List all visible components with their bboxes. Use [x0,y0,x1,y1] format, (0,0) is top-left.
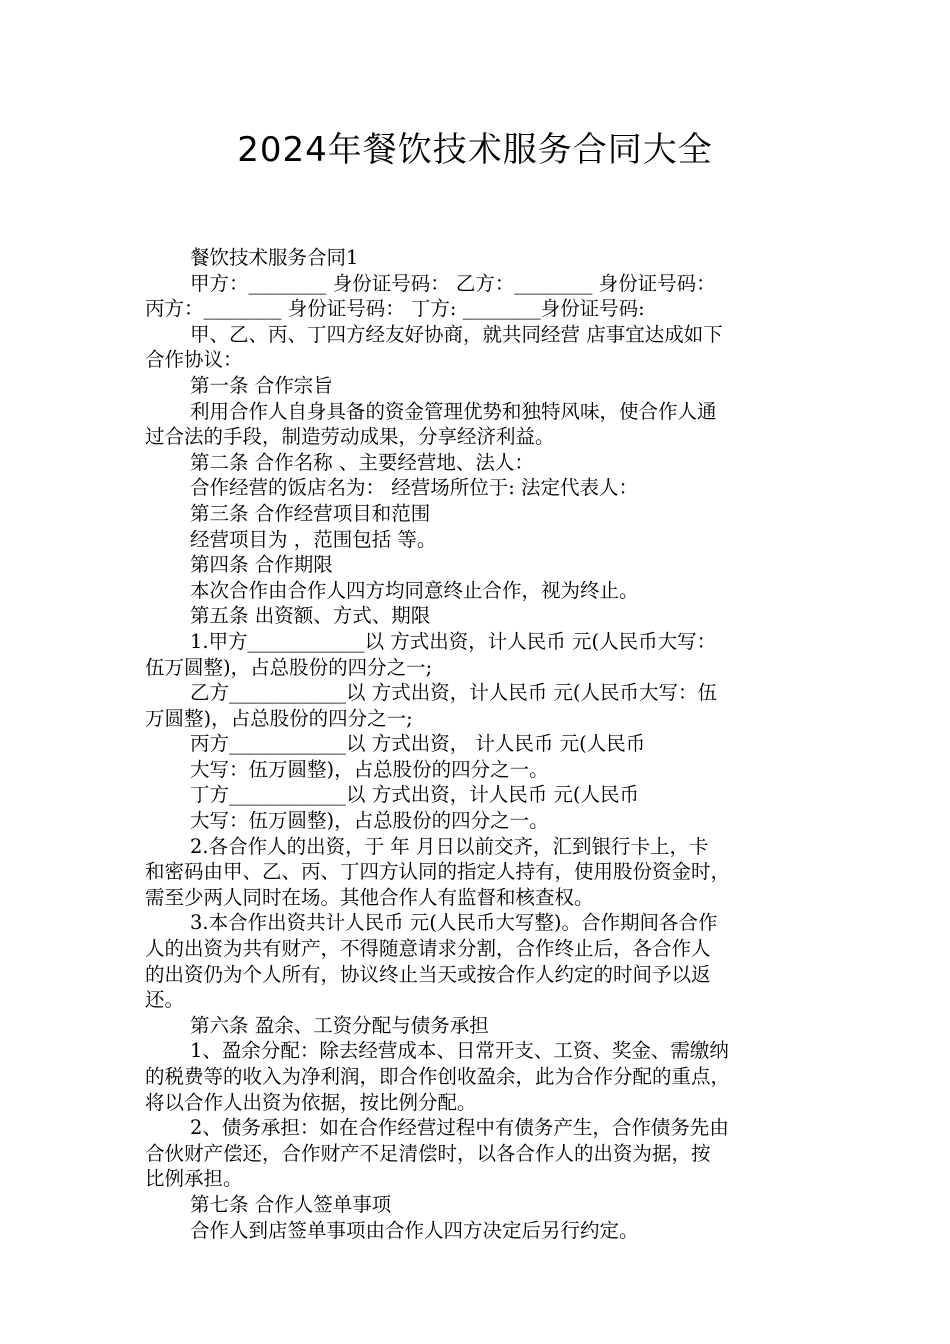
article-heading: 第四条 合作期限 [190,553,333,577]
article-heading: 第五条 出资额、方式、期限 [190,604,431,628]
text-line: 过合法的手段，制造劳动成果，分享经济利益。 [145,425,555,449]
article-heading: 第三条 合作经营项目和范围 [190,501,431,525]
text-line: 1、盈余分配：除去经营成本、日常开支、工资、奖金、需缴纳 [190,1039,729,1063]
contract-heading: 餐饮技术服务合同1 [190,246,359,269]
text-line: 合作经营的饭店名为： 经营场所位于: 法定代表人： [190,476,638,500]
text-line: 需至少两人同时在场。其他合作人有监督和核查权。 [145,885,594,909]
text-line: 2、债务承担：如在合作经营过程中有债务产生，合作债务先由 [190,1116,729,1140]
text-line: 伍万圆整)，占总股份的四分之一; [145,655,433,679]
text-line: 利用合作人自身具备的资金管理优势和独特风味，使合作人通 [190,399,717,423]
text-line: 合作协议： [145,348,243,372]
text-line: 比例承担。 [145,1167,243,1191]
document-title: 2024年餐饮技术服务合同大全 [237,130,713,170]
text-line: 甲、乙、丙、丁四方经友好协商，就共同经营 店事宜达成如下 [190,322,723,346]
text-line: 和密码由甲、乙、丙、丁四方认同的指定人持有，使用股份资金时， [145,860,731,884]
text-line: 将以合作人出资为依据，按比例分配。 [145,1090,477,1114]
article-heading: 第二条 合作名称 、主要经营地、法人： [190,450,534,474]
text-line: 1.甲方____________以 方式出资，计人民币 元(人民币大写： [190,629,717,653]
text-line: 3.本合作出资共计人民币 元(人民币大写整)。合作期间各合作 [190,911,718,935]
text-line: 经营项目为 ，范围包括 等。 [190,527,437,551]
text-line: 人的出资为共有财产，不得随意请求分割，合作终止后，各合作人 [145,937,711,961]
text-line: 丙方____________以 方式出资， 计人民币 元(人民币 [190,732,646,756]
text-line: 的税费等的收入为净利润，即合作创收盈余，此为合作分配的重点， [145,1065,731,1088]
article-heading: 第七条 合作人签单事项 [190,1192,392,1216]
document-body [145,245,813,1243]
text-line: 大写：伍万圆整)，占总股份的四分之一。 [190,809,549,833]
text-line: 本次合作由合作人四方均同意终止合作，视为终止。 [190,578,639,602]
text-line: 丁方____________以 方式出资，计人民币 元(人民币 [190,783,640,807]
text-line: 的出资仍为个人所有，协议终止当天或按合作人约定的时间予以返 [145,962,711,986]
party-line: 甲方：________ 身份证号码： 乙方：________ 身份证号码： [190,271,716,295]
text-line: 大写：伍万圆整)，占总股份的四分之一。 [190,757,549,781]
text-line: 合伙财产偿还，合作财产不足清偿时，以各合作人的出资为据，按 [145,1141,711,1165]
article-heading: 第一条 合作宗旨 [190,373,333,397]
text-line: 乙方____________以 方式出资，计人民币 元(人民币大写：伍 [190,681,718,705]
text-line: 万圆整)，占总股份的四分之一; [145,706,413,730]
text-line: 2.各合作人的出资，于 年 月日以前交齐，汇到银行卡上，卡 [190,834,709,858]
article-heading: 第六条 盈余、工资分配与债务承担 [190,1013,489,1037]
text-line: 还。 [145,988,185,1012]
party-line: 丙方：________ 身份证号码： 丁方: ________身份证号码: [145,297,645,321]
text-line: 合作人到店签单事项由合作人四方决定后另行约定。 [190,1218,639,1242]
